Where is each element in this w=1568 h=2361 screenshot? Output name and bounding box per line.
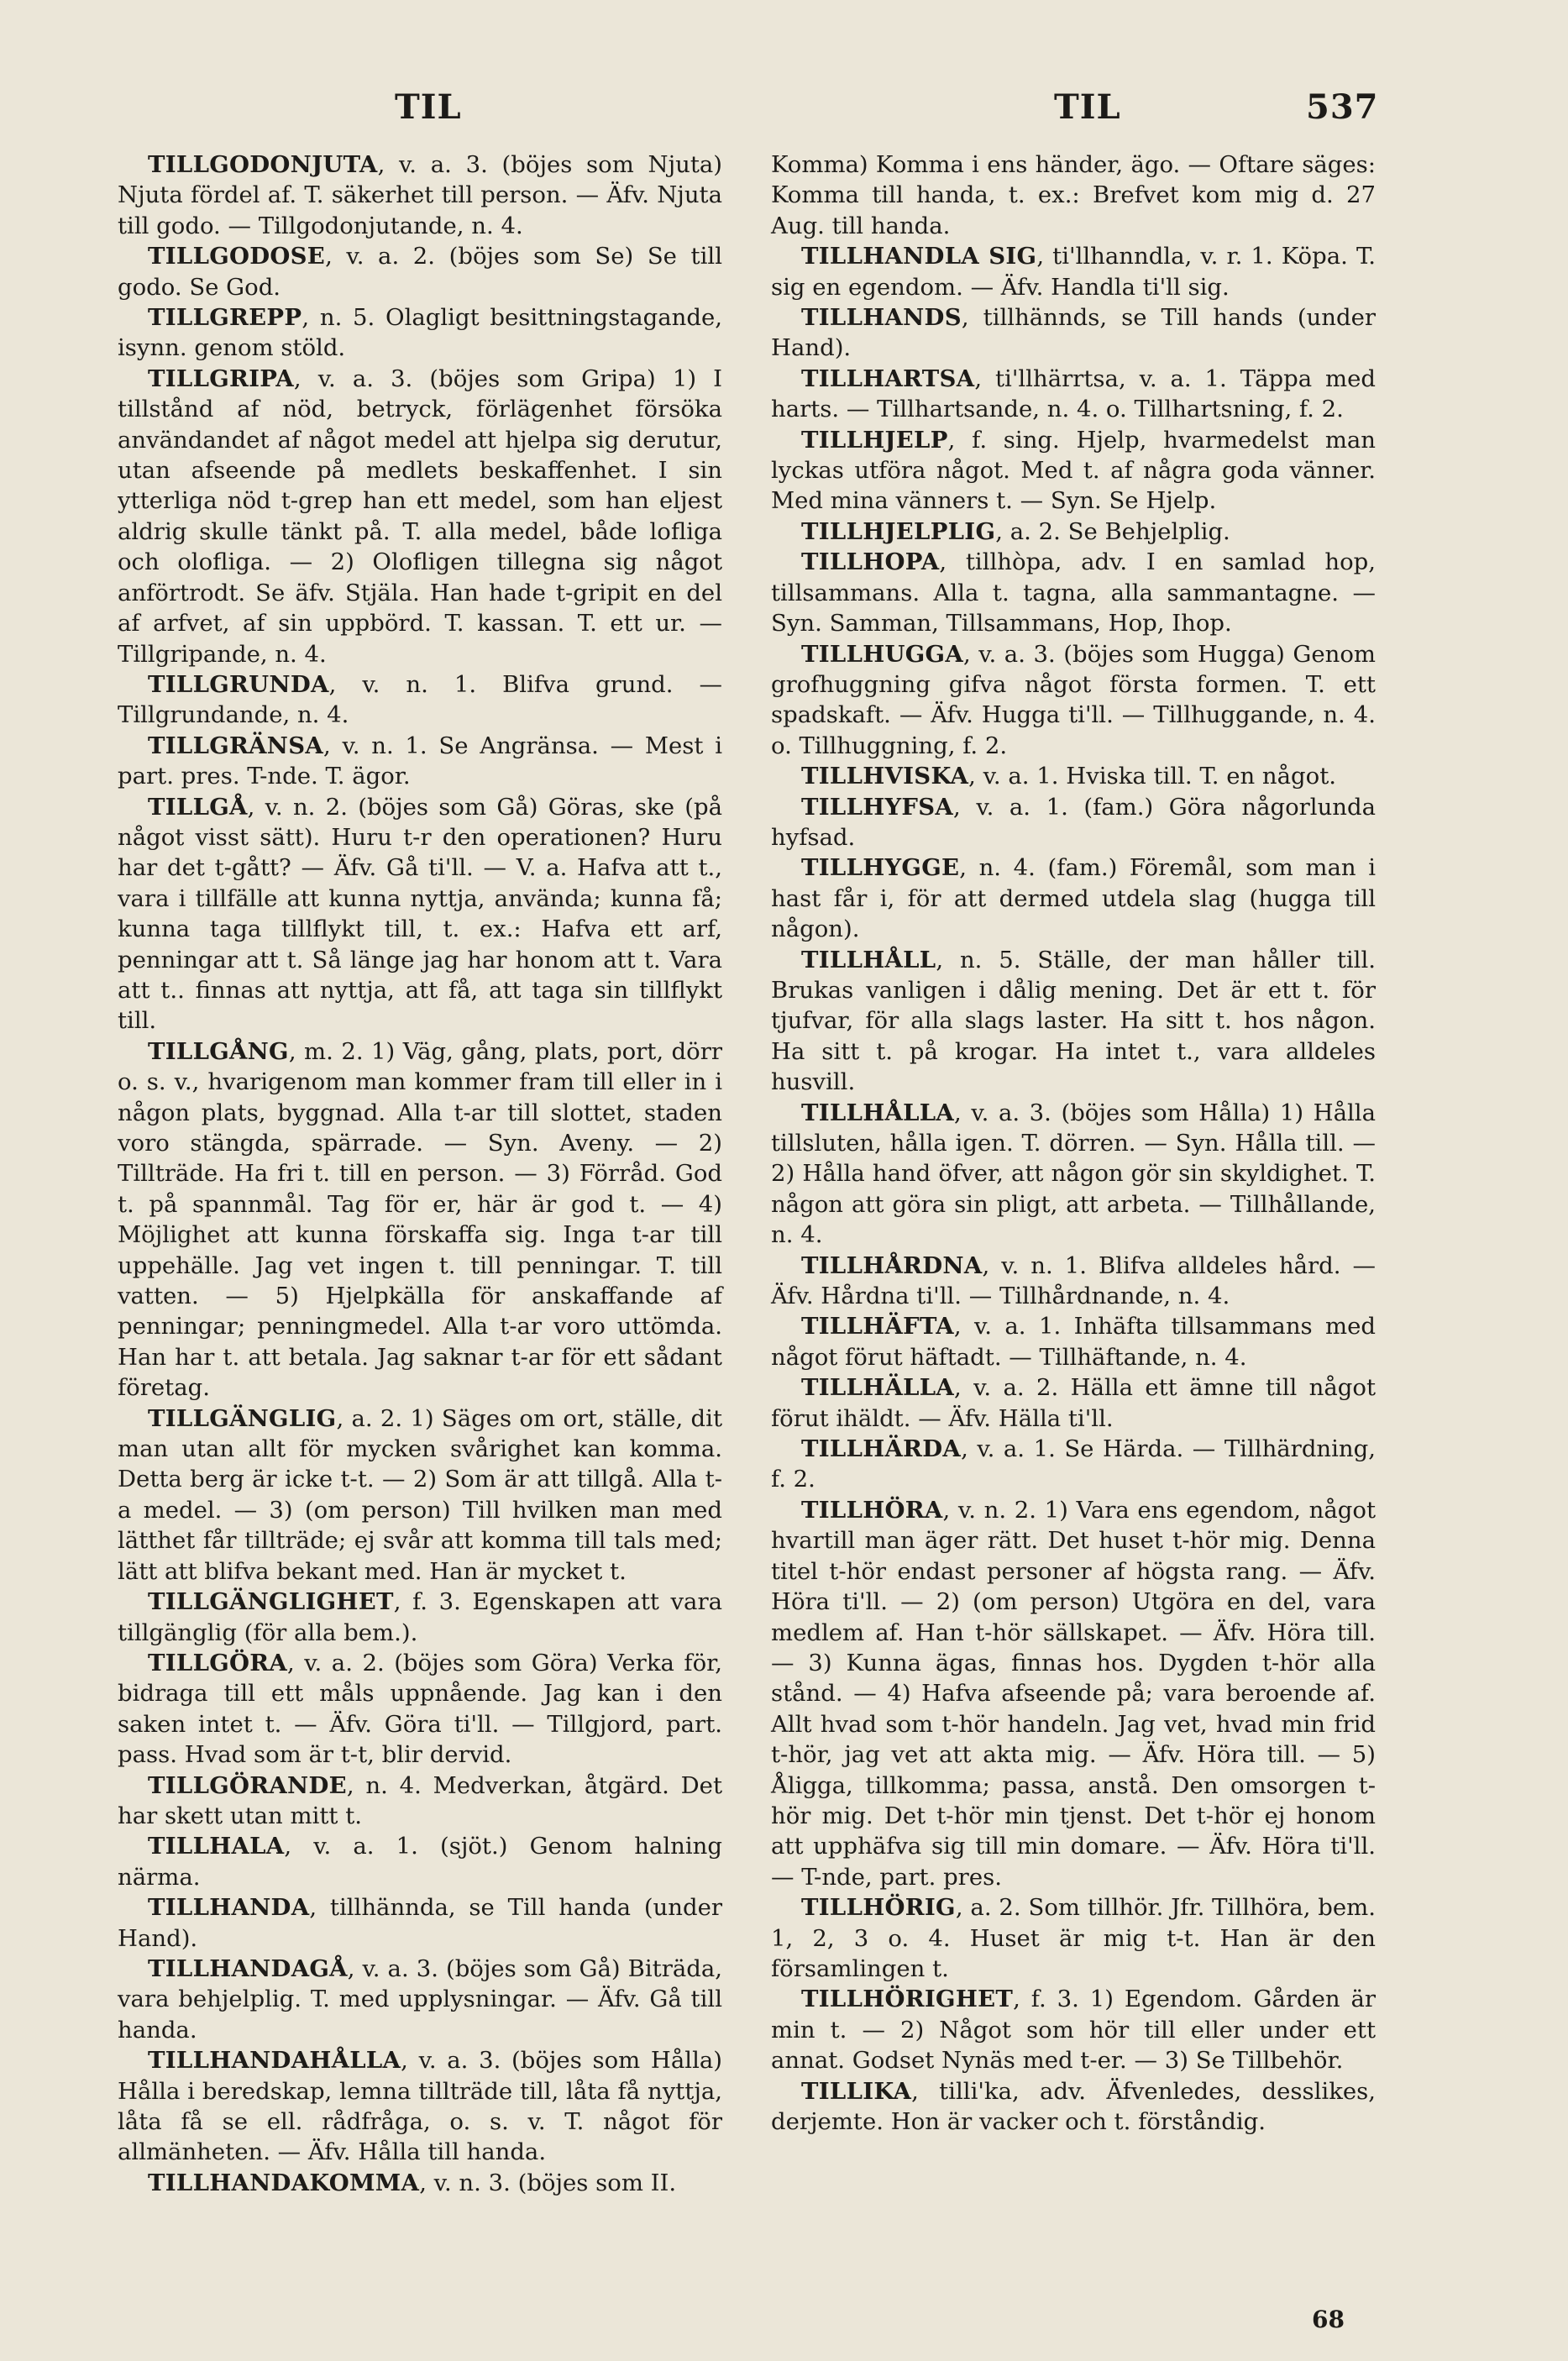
dictionary-entry xyxy=(771,945,1376,1098)
entry-definition: , n. 4. Medverkan, åtgärd. Det har skett utan mitt t. xyxy=(118,1771,722,1829)
dictionary-entry xyxy=(771,425,1376,517)
entry-definition: , tillhännds, se Till hands (under Hand). xyxy=(771,304,1376,362)
entry-headword: TILLGREPP xyxy=(148,304,302,332)
entry-definition: , ti'llhanndla, v. r. 1. Köpa. T. sig en egendom. — Äfv. Handla ti'll sig. xyxy=(771,243,1376,301)
entry-headword: TILLGÅ xyxy=(148,793,248,821)
entry-definition: , v. a. 1. Inhäfta tillsammans med något förut häftadt. — Tillhäftande, n. 4. xyxy=(771,1313,1376,1371)
dictionary-entry xyxy=(771,1372,1376,1434)
dictionary-entry xyxy=(118,1771,722,1832)
entry-headword: TILLHÄRDA xyxy=(801,1435,962,1463)
entry-definition: , n. 4. (fam.) Föremål, som man i hast får i, för att dermed utdela slag (hugga till någon). xyxy=(771,854,1376,943)
entry-definition: , v. a. 2. (böjes som Se) Se till godo. Se God. xyxy=(118,243,722,301)
dictionary-entry xyxy=(771,241,1376,302)
dictionary-entry xyxy=(771,1098,1376,1251)
entry-headword: TILLHANDS xyxy=(801,304,962,332)
entry-headword: TILLHVISKA xyxy=(801,763,969,790)
entry-headword: TILLGRIPA xyxy=(148,365,294,392)
entry-headword: TILLHJELP xyxy=(801,426,948,454)
entry-headword: TILLHOPA xyxy=(801,548,940,576)
entry-headword: TILLGODONJUTA xyxy=(148,151,378,178)
entry-headword: TILLGRÄNSA xyxy=(148,732,324,759)
entry-headword: TILLHANDAKOMMA xyxy=(148,2169,420,2196)
dictionary-entry xyxy=(118,1587,722,1648)
dictionary-entry xyxy=(118,1831,722,1892)
dictionary-entry xyxy=(771,1984,1376,2075)
entry-headword: TILLGRUNDA xyxy=(148,670,329,698)
entry-headword: TILLGÖRA xyxy=(148,1649,288,1676)
dictionary-entry xyxy=(771,1251,1376,1312)
entry-definition: , v. a. 3. (böjes som Gå) Biträda, vara behjelplig. T. med upplysningar. — Äfv. Gå till handa. xyxy=(118,1954,722,2044)
entry-headword: TILLHÅLL xyxy=(801,946,936,973)
dictionary-entry xyxy=(771,517,1376,547)
entry-headword: TILLGÄNGLIGHET xyxy=(148,1588,394,1616)
entry-definition: , v. a. 3. (böjes som Gripa) 1) I tillstånd af nöd, betryck, förlägenhet försöka användandet af något medel att hjelpa sig derutur, utan afseende på medlets beskaffenhet. I sin ytterliga nöd t-grep han ett medel, som han eljest aldrig skulle tänkt på. T. alla medel, både lofliga och olofliga. — 2) Olofligen tillegna sig något anförtrodt. Se äfv. Stjäla. Han hade t-gripit en del af arfvet, af sin uppbörd. T. kassan. T. ett ur. — Tillgripande, n. 4. xyxy=(118,365,722,668)
entry-headword: TILLHANDA xyxy=(148,1894,310,1922)
dictionary-entry xyxy=(771,792,1376,853)
entry-definition: , n. 5. Ställe, der man håller till. Brukas vanligen i dålig mening. Det är ett t. för tjufvar, för alla slags laster. Ha sitt t. hos någon. Ha sitt t. på krogar. Ha intet t., vara alldeles husvill. xyxy=(771,946,1376,1096)
entry-definition: , v. a. 3. (böjes som Hålla) Hålla i beredskap, lemna tillträde till, låta få nyttja, låta få se ell. rådfråga, o. s. v. T. något för allmänheten. — Äfv. Hålla till handa. xyxy=(118,2047,722,2166)
entry-definition: Komma) Komma i ens händer, ägo. — Oftare säges: Komma till handa, t. ex.: Brefvet kom mig d. 27 Aug. till handa. xyxy=(771,151,1376,239)
dictionary-entry xyxy=(118,1036,722,1403)
entry-headword: TILLHÖRIGHET xyxy=(801,1986,1014,2013)
entry-headword: TILLHÖRA xyxy=(801,1496,943,1524)
entry-headword: TILLHÄLLA xyxy=(801,1374,955,1402)
entry-headword: TILLHÖRIG xyxy=(801,1894,956,1922)
entry-definition: , v. a. 3. (böjes som Hålla) 1) Hålla tillsluten, hålla igen. T. dörren. — Syn. Hålla till. — 2) Hålla hand öfver, att någon gör sin skyldighet. T. någon att göra sin pligt, att arbeta. — Tillhållande, n. 4. xyxy=(771,1099,1376,1249)
entry-definition: , a. 2. 1) Säges om ort, ställe, dit man utan allt för mycken svårighet kan komma. Detta berg är icke t-t. — 2) Som är att tillgå. Alla t-a medel. — 3) (om person) Till hvilken man med lätthet får tillträde; ej svår att komma till tals med; lätt att blifva bekant med. Han är mycket t. xyxy=(118,1404,722,1585)
entry-definition: , f. 3. 1) Egendom. Gården är min t. — 2) Något som hör till eller under ett annat. Godset Nynäs med t-er. — 3) Se Tillbehör. xyxy=(771,1986,1376,2075)
entry-definition: , v. a. 1. Se Härda. — Tillhärdning, f. 2. xyxy=(771,1435,1376,1493)
entry-headword: TILLHÄFTA xyxy=(801,1313,954,1341)
dictionary-entry xyxy=(771,1434,1376,1495)
dictionary-entry xyxy=(771,364,1376,425)
dictionary-entry xyxy=(771,761,1376,791)
entry-definition: , n. 5. Olagligt besittningstagande, isynn. genom stöld. xyxy=(118,304,722,362)
dictionary-entry xyxy=(118,302,722,364)
dictionary-entry xyxy=(118,731,722,792)
dictionary-entry xyxy=(118,364,722,669)
right-running-head: TIL xyxy=(1054,87,1121,127)
entry-definition: , v. n. 1. Blifva grund. — Tillgrundande, n. 4. xyxy=(118,670,722,729)
entry-definition: , tillhännda, se Till handa (under Hand). xyxy=(118,1894,722,1952)
dictionary-entry xyxy=(771,1892,1376,1984)
entry-headword: TILLHANDAGÅ xyxy=(148,1954,348,1982)
entry-definition: , v. a. 3. (böjes som Njuta) Njuta fördel af. T. säkerhet till person. — Äfv. Njuta till godo. — Tillgodonjutande, n. 4. xyxy=(118,151,722,239)
dictionary-entry xyxy=(771,639,1376,762)
entry-definition: , tilli'ka, adv. Äfvenledes, desslikes, derjemte. Hon är vacker och t. förståndig. xyxy=(771,2077,1376,2135)
entry-definition: , f. 3. Egenskapen att vara tillgänglig (för alla bem.). xyxy=(118,1588,722,1646)
entry-headword: TILLHARTSA xyxy=(801,365,975,392)
signature-mark: 68 xyxy=(1312,2306,1345,2333)
entry-headword: TILLHYGGE xyxy=(801,854,960,882)
entry-headword: TILLHANDAHÅLLA xyxy=(148,2047,401,2075)
entry-headword: TILLHUGGA xyxy=(801,640,963,668)
page-number: 537 xyxy=(1306,87,1379,127)
dictionary-entry xyxy=(118,1648,722,1771)
dictionary-entry xyxy=(771,150,1376,241)
entry-definition: , v. n. 3. (böjes som II. xyxy=(419,2169,677,2196)
entry-definition: , f. sing. Hjelp, hvarmedelst man lyckas utföra något. Med t. af några goda vänner. Med mina vänners t. — Syn. Se Hjelp. xyxy=(771,426,1376,515)
entry-definition: , v. n. 1. Se Angränsa. — Mest i part. pres. T-nde. T. ägor. xyxy=(118,732,722,790)
entry-definition: , v. a. 2. Hälla ett ämne till något förut ihäldt. — Äfv. Hälla ti'll. xyxy=(771,1374,1376,1432)
entry-headword: TILLHALA xyxy=(148,1833,285,1860)
right-column xyxy=(771,150,1376,2137)
entry-definition: , v. a. 1. (sjöt.) Genom halning närma. xyxy=(118,1833,722,1891)
dictionary-entry xyxy=(771,1311,1376,1372)
dictionary-entry xyxy=(118,1892,722,1954)
dictionary-entry xyxy=(118,1954,722,2045)
dictionary-entry xyxy=(118,2168,722,2198)
entry-headword: TILLGÄNGLIG xyxy=(148,1404,337,1432)
entry-definition: , v. a. 2. (böjes som Göra) Verka för, bidraga till ett måls uppnående. Jag kan i den saken intet t. — Äfv. Göra ti'll. — Tillgjord, part. pass. Hvad som är t-t, blir dervid. xyxy=(118,1649,722,1769)
dictionary-entry xyxy=(771,547,1376,638)
entry-definition: , a. 2. Se Behjelplig. xyxy=(995,517,1230,545)
entry-headword: TILLHÅRDNA xyxy=(801,1251,983,1279)
dictionary-entry xyxy=(771,302,1376,364)
dictionary-entry xyxy=(118,1403,722,1587)
dictionary-entry xyxy=(771,853,1376,944)
dictionary-entry xyxy=(118,241,722,302)
dictionary-entry xyxy=(771,1495,1376,1892)
entry-definition: , m. 2. 1) Väg, gång, plats, port, dörr o. s. v., hvarigenom man kommer fram till eller in i någon plats, byggnad. Alla t-ar till slottet, staden voro stängda, spärrade. — Syn. Aveny. — 2) Tillträde. Ha fri t. till en person. — 3) Förråd. God t. på spannmål. Tag för er, här är god t. — 4) Möjlighet att kunna förskaffa sig. Inga t-ar till uppehälle. Jag vet ingen t. till penningar. T. till vatten. — 5) Hjelpkälla för anskaffande af penningar; penningmedel. Alla t-ar voro uttömda. Han har t. att betala. Jag saknar t-ar för ett sådant företag. xyxy=(118,1037,722,1402)
entry-definition: , v. a. 1. (fam.) Göra någorlunda hyfsad. xyxy=(771,793,1376,851)
entry-headword: TILLHÅLLA xyxy=(801,1099,955,1126)
entry-headword: TILLHANDLA SIG xyxy=(801,243,1037,270)
entry-definition: , v. n. 1. Blifva alldeles hård. — Äfv. Hårdna ti'll. — Tillhårdnande, n. 4. xyxy=(771,1251,1376,1310)
entry-headword: TILLGÅNG xyxy=(148,1037,289,1065)
dictionary-entry xyxy=(118,2045,722,2168)
entry-headword: TILLHYFSA xyxy=(801,793,954,821)
entry-definition: , a. 2. Som tillhör. Jfr. Tillhöra, bem. 1, 2, 3 o. 4. Huset är mig t-t. Han är den församlingen t. xyxy=(771,1894,1376,1982)
entry-headword: TILLGÖRANDE xyxy=(148,1771,347,1799)
left-column xyxy=(118,150,722,2198)
entry-definition: , v. a. 1. Hviska till. T. en något. xyxy=(968,763,1336,790)
entry-headword: TILLHJELPLIG xyxy=(801,517,996,545)
dictionary-entry xyxy=(118,669,722,731)
dictionary-entry xyxy=(118,150,722,241)
entry-definition: , tillhòpa, adv. I en samlad hop, tillsammans. Alla t. tagna, alla sammantagne. — Syn. Samman, Tillsammans, Hop, Ihop. xyxy=(771,548,1376,637)
left-running-head: TIL xyxy=(395,87,462,127)
entry-definition: , v. n. 2. 1) Vara ens egendom, något hvartill man äger rätt. Det huset t-hör mig. Denna titel t-hör endast personer af högsta rang. — Äfv. Höra ti'll. — 2) (om person) Utgöra en del, vara medlem af. Han t-hör sällskapet. — Äfv. Höra till. — 3) Kunna ägas, finnas hos. Dygden t-hör alla stånd. — 4) Hafva afseende på; vara beroende af. Allt hvad som t-hör handeln. Jag vet, hvad min frid t-hör, jag vet att akta mig. — Äfv. Höra till. — 5) Åligga, tillkomma; passa, anstå. Den omsorgen t-hör mig. Det t-hör min tjenst. Det t-hör ej honom att upphäfva sig till min domare. — Äfv. Höra ti'll. — T-nde, part. pres. xyxy=(771,1496,1376,1891)
entry-definition: , v. n. 2. (böjes som Gå) Göras, ske (på något visst sätt). Huru t-r den operationen? Huru har det t-gått? — Äfv. Gå ti'll. — V. a. Hafva att t., vara i tillfälle att kunna nyttja, använda; kunna få; kunna taga tillflykt till, t. ex.: Hafva ett arf, penningar att t. Så länge jag har honom att t. Vara att t.. finnas att nyttja, att få, att taga sin tillflykt till. xyxy=(118,793,722,1035)
entry-headword: TILLIKA xyxy=(801,2077,912,2105)
entry-definition: , ti'llhärrtsa, v. a. 1. Täppa med harts. — Tillhartsande, n. 4. o. Tillhartsning, f. 2. xyxy=(771,365,1376,423)
entry-definition: , v. a. 3. (böjes som Hugga) Genom grofhuggning gifva något första formen. T. ett spadskaft. — Äfv. Hugga ti'll. — Tillhuggande, n. 4. o. Tillhuggning, f. 2. xyxy=(771,640,1376,759)
entry-headword: TILLGODOSE xyxy=(148,243,326,270)
dictionary-entry xyxy=(118,792,722,1036)
dictionary-entry xyxy=(771,2076,1376,2138)
